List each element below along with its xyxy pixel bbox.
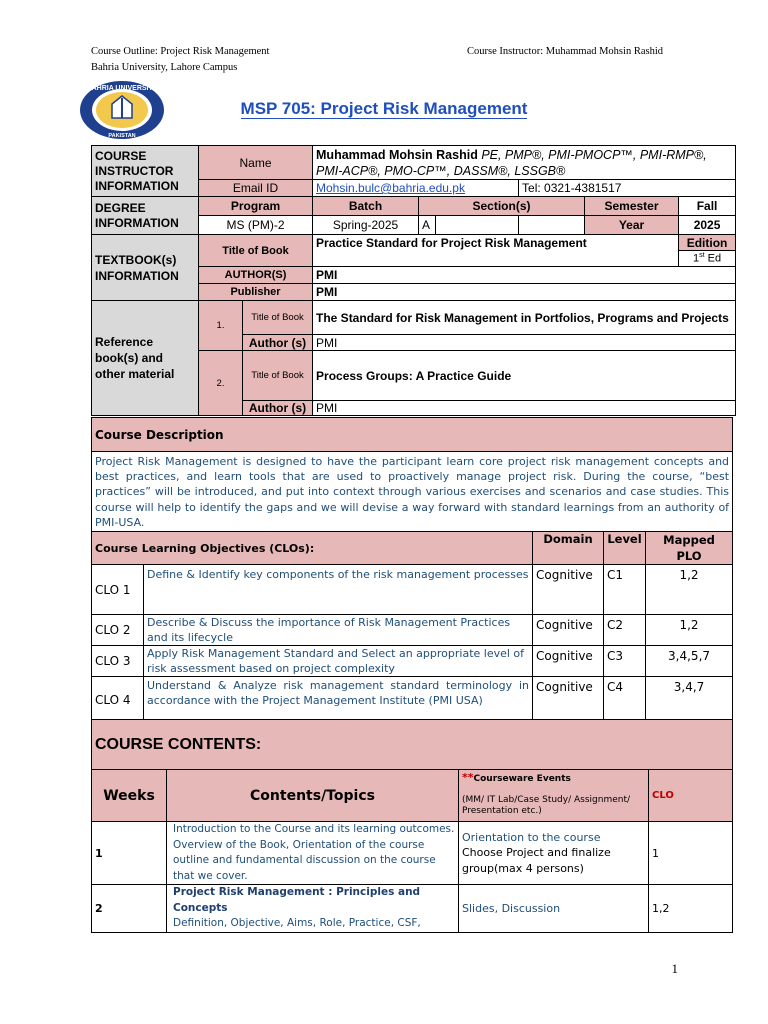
topics-cell: Introduction to the Course and its learning outcomes. Overview of the Book, Orientation of the course outline and fundamental discussion on the course that we cover. — [167, 822, 459, 885]
clo-domain: Cognitive — [533, 646, 604, 677]
ref1-author: PMI — [313, 335, 736, 351]
events-cell: Slides, Discussion — [459, 885, 649, 933]
edition-value: 1st Ed — [679, 251, 736, 267]
sections-label: Section(s) — [419, 197, 585, 216]
logo-bottom-text: PAKISTAN — [108, 133, 136, 139]
level-header: Level — [604, 532, 646, 565]
page-title: MSP 705: Project Risk Management — [240, 99, 528, 118]
page-number: 1 — [671, 961, 678, 976]
email-label: Email ID — [199, 180, 313, 197]
clo-row — [92, 677, 733, 723]
clo-level: C1 — [604, 565, 646, 615]
name-label: Name — [199, 146, 313, 180]
program-value: MS (PM)-2 — [199, 216, 313, 235]
edition-label: Edition — [679, 235, 736, 251]
clo-row — [92, 615, 733, 646]
clo-text: Describe & Discuss the importance of Risk Management Practices and its lifecycle — [144, 615, 533, 646]
course-contents-heading: COURSE CONTENTS: — [92, 720, 733, 770]
clo-id: CLO 2 — [92, 615, 144, 646]
clo-cell: 1,2 — [649, 885, 733, 933]
clo-plo: 1,2 — [646, 615, 733, 646]
week-cell: 1 — [92, 822, 167, 885]
ref2-title-label: Title of Book — [243, 351, 313, 401]
clo-text: Apply Risk Management Standard and Select an appropriate level of risk assessment based on project complexity — [144, 646, 533, 677]
ref2-num: 2. — [199, 351, 243, 416]
clo-level: C4 — [604, 677, 646, 723]
clo-domain: Cognitive — [533, 677, 604, 723]
events-header: **Courseware Events (MM/ IT Lab/Case Study/ Assignment/ Presentation etc.) — [459, 770, 649, 822]
contents-row — [92, 822, 733, 885]
weeks-header: Weeks — [92, 770, 167, 822]
clo-row — [92, 565, 733, 615]
book-title: Practice Standard for Project Risk Management — [313, 235, 679, 267]
ref2-author: PMI — [313, 401, 736, 416]
clo-row — [92, 646, 733, 677]
domain-header: Domain — [533, 532, 604, 565]
publisher-label: Publisher — [199, 284, 313, 301]
campus-header: Bahria University, Lahore Campus — [91, 62, 238, 73]
events-cell: Orientation to the course Choose Project and finalize group(max 4 persons) — [459, 822, 649, 885]
contents-row — [92, 885, 733, 933]
ref1-title: The Standard for Risk Management in Portfolios, Programs and Projects — [313, 301, 736, 335]
tel-value: Tel: 0321-4381517 — [519, 180, 736, 197]
clo-level: C3 — [604, 646, 646, 677]
ref2-author-label: Author (s) — [243, 401, 313, 416]
section-value: A — [419, 216, 436, 235]
book-title-label: Title of Book — [199, 235, 313, 267]
clo-domain: Cognitive — [533, 615, 604, 646]
year-value: 2025 — [679, 216, 736, 235]
clo-plo: 3,4,5,7 — [646, 646, 733, 677]
clo-id: CLO 1 — [92, 565, 144, 615]
year-label: Year — [585, 216, 679, 235]
course-contents-table — [91, 719, 733, 933]
clo-text: Understand & Analyze risk management standard terminology in accordance with the Project Management Institute (PMI USA) — [144, 677, 533, 723]
clo-plo: 3,4,7 — [646, 677, 733, 723]
author-label: AUTHOR(S) — [199, 267, 313, 284]
email-link[interactable]: Mohsin.bulc@bahria.edu.pk — [313, 180, 519, 197]
textbook-section-label: TEXTBOOK(s) INFORMATION — [92, 235, 199, 301]
instructor-section-label: COURSE INSTRUCTOR INFORMATION — [92, 146, 199, 197]
publisher-value: PMI — [313, 284, 736, 301]
clo-plo: 1,2 — [646, 565, 733, 615]
program-label: Program — [199, 197, 313, 216]
week-cell: 2 — [92, 885, 167, 933]
clo-level: C2 — [604, 615, 646, 646]
ref1-num: 1. — [199, 301, 243, 351]
degree-section-label: DEGREE INFORMATION — [92, 197, 199, 235]
course-description-heading: Course Description — [92, 418, 733, 452]
ref1-author-label: Author (s) — [243, 335, 313, 351]
clo-id: CLO 3 — [92, 646, 144, 677]
clo-cell: 1 — [649, 822, 733, 885]
ref2-title: Process Groups: A Practice Guide — [313, 351, 736, 401]
clo-text: Define & Identify key components of the risk management processes — [144, 565, 533, 615]
clo-id: CLO 4 — [92, 677, 144, 723]
semester-value: Fall — [679, 197, 736, 216]
clo-header: CLO — [649, 770, 733, 822]
course-description-text: Project Risk Management is designed to have the participant learn core project risk management concepts and best practices, and learn tools that are used to proactively manage project risk. During the course, “best practices” will be introduced, and put into context through various exercises and scenarios and case studies. This course will help to identify the gaps and we will devise a way forward with standard learnings from an authority of PMI-USA. — [92, 452, 733, 532]
clo-domain: Cognitive — [533, 565, 604, 615]
instructor-name: Muhammad Mohsin Rashid PE, PMP®, PMI-PMOCP™, PMI-RMP®, PMI-ACP®, PMO-CP™, DASSM®, LSSGB® — [313, 146, 736, 180]
course-description-table — [91, 417, 733, 723]
topics-header: Contents/Topics — [167, 770, 459, 822]
reference-section-label: Reference book(s) and other material — [92, 301, 199, 416]
course-outline-header: Course Outline: Project Risk Management — [91, 46, 270, 57]
topics-cell: Project Risk Management : Principles and Concepts Definition, Objective, Aims, Role, Practice, CSF, — [167, 885, 459, 933]
instructor-header: Course Instructor: Muhammad Mohsin Rashid — [467, 46, 663, 57]
course-info-table — [91, 145, 736, 416]
batch-label: Batch — [313, 197, 419, 216]
plo-header: Mapped PLO — [646, 532, 733, 565]
semester-label: Semester — [585, 197, 679, 216]
ref1-title-label: Title of Book — [243, 301, 313, 335]
author-value: PMI — [313, 267, 736, 284]
batch-value: Spring-2025 — [313, 216, 419, 235]
logo-text: BAHRIA UNIVERSITY — [86, 85, 158, 92]
clo-heading: Course Learning Objectives (CLOs): — [92, 532, 533, 565]
